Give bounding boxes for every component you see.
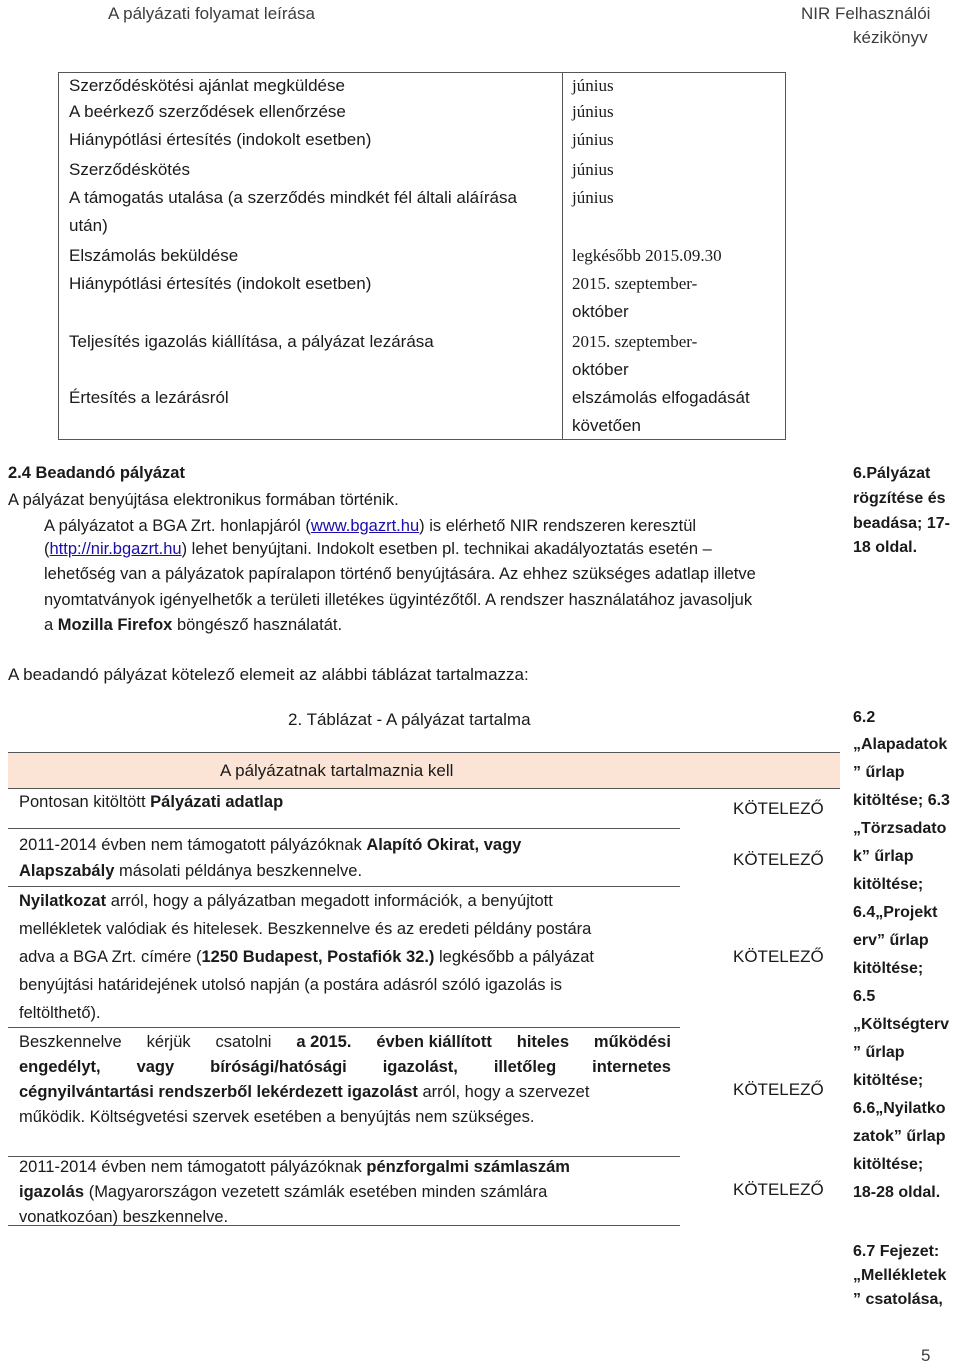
page-number: 5 [921, 1346, 931, 1365]
side-ref: 18-28 oldal. [853, 1184, 941, 1201]
paragraph-line: A pályázatot a BGA Zrt. honlapjáról (www.bgazrt.hu) is elérhető NIR rendszeren keresztül [44, 517, 697, 535]
header-manual-name: NIR Felhasználói [801, 4, 931, 23]
side-note: 18 oldal. [853, 539, 918, 556]
side-note: 6.Pályázat [853, 465, 931, 482]
schedule-date: elszámolás elfogadását [572, 388, 750, 407]
side-ref: kitöltése; [853, 960, 924, 977]
schedule-date-line2: október [572, 360, 629, 379]
schedule-date: június [572, 188, 614, 207]
schedule-date: június [572, 76, 614, 95]
schedule-task: Elszámolás beküldése [69, 246, 239, 265]
side-ref: „Törzsadato [853, 820, 947, 837]
side-ref: ” csatolása, [853, 1291, 943, 1308]
paragraph-line: a Mozilla Firefox böngésző használatát. [44, 616, 343, 634]
schedule-task: A beérkező szerződések ellenőrzése [69, 102, 346, 121]
table-row: Beszkennelve kérjük csatolni a 2015. évben kiállított hiteles működési [19, 1033, 671, 1051]
schedule-date: június [572, 102, 614, 121]
schedule-date: 2015. szeptember- [572, 332, 698, 351]
table-row-line: mellékletek valódiak és hitelesek. Beszkennelve és az eredeti példány postára [19, 920, 592, 938]
paragraph-line: A pályázat benyújtása elektronikus formában történik. [8, 491, 399, 509]
side-ref: 6.6„Nyilatko [853, 1100, 946, 1117]
table-row-line: feltölthető). [19, 1004, 101, 1022]
required-label: KÖTELEZŐ [733, 850, 824, 869]
paragraph-line: lehetőség van a pályázatok papíralapon történő benyújtására. Az ehhez szükséges adatlap illetve [44, 565, 756, 583]
nir-link[interactable]: http://nir.bgazrt.hu [49, 540, 182, 558]
table-row-line: benyújtási határidejének utolsó napján (a postára adásról szóló igazolás is [19, 976, 563, 994]
table-row: Pontosan kitöltött Pályázati adatlap [19, 793, 284, 811]
table-row: Nyilatkozat arról, hogy a pályázatban megadott információk, a benyújtott [19, 892, 553, 910]
side-ref: 6.4„Projekt [853, 904, 938, 921]
section-heading: 2.4 Beadandó pályázat [8, 464, 185, 482]
schedule-task: Hiánypótlási értesítés (indokolt esetben) [69, 274, 372, 293]
side-ref: kitöltése; [853, 1072, 924, 1089]
table-row-line: igazolás (Magyarországon vezetett számlák esetében minden számlára [19, 1183, 548, 1201]
side-ref: „Alapadatok [853, 736, 948, 753]
side-ref: k” űrlap [853, 848, 914, 865]
table-border [8, 752, 840, 753]
side-ref: „Költségterv [853, 1016, 950, 1033]
required-label: KÖTELEZŐ [733, 947, 824, 966]
required-label: KÖTELEZŐ [733, 1080, 824, 1099]
header-manual-name-line2: kézikönyv [853, 28, 928, 47]
schedule-task: Szerződéskötési ajánlat megküldése [69, 76, 345, 95]
side-ref: erv” űrlap [853, 932, 929, 949]
schedule-date: június [572, 130, 614, 149]
side-note: beadása; 17- [853, 515, 950, 532]
schedule-task: Teljesítés igazolás kiállítása, a pályázat lezárása [69, 332, 434, 351]
table-row-line: adva a BGA Zrt. címére (1250 Budapest, Postafiók 32.) legkésőbb a pályázat [19, 948, 595, 966]
side-ref: 6.2 [853, 709, 876, 726]
table-border [8, 828, 680, 829]
side-note: rögzítése és [853, 490, 946, 507]
side-ref: kitöltése; [853, 876, 924, 893]
schedule-date-line2: követően [572, 416, 641, 435]
table-header: A pályázatnak tartalmaznia kell [220, 761, 454, 780]
table-row-line: cégnyilvántartási rendszerből lekérdezett igazolást arról, hogy a szervezet [19, 1083, 590, 1101]
side-ref: 6.7 Fejezet: [853, 1243, 940, 1260]
table-intro: A beadandó pályázat kötelező elemeit az alábbi táblázat tartalmazza: [8, 665, 529, 684]
schedule-date-line2: október [572, 302, 629, 321]
header-title: A pályázati folyamat leírása [108, 4, 315, 23]
side-ref: zatok” űrlap [853, 1128, 946, 1145]
table-caption: 2. Táblázat - A pályázat tartalma [288, 710, 531, 729]
table-row: 2011-2014 évben nem támogatott pályázóknak pénzforgalmi számlaszám [19, 1158, 570, 1176]
side-ref: ” űrlap [853, 764, 905, 781]
table-column-divider [562, 73, 563, 439]
table-row: 2011-2014 évben nem támogatott pályázóknak Alapító Okirat, vagy [19, 836, 522, 854]
side-ref: kitöltése; 6.3 [853, 792, 950, 809]
table-row-line: engedélyt, vagy bírósági/hatósági igazolást, illetőleg internetes [19, 1058, 671, 1076]
table-border [8, 886, 680, 887]
schedule-task: Hiánypótlási értesítés (indokolt esetben) [69, 130, 372, 149]
schedule-task: Szerződéskötés [69, 160, 190, 179]
side-ref: kitöltése; [853, 1156, 924, 1173]
table-row-line: vonatkozóan) beszkennelve. [19, 1208, 229, 1226]
table-border [8, 1027, 680, 1028]
schedule-task-line2: után) [69, 216, 108, 235]
schedule-task: Értesítés a lezárásról [69, 388, 229, 407]
table-row-line: működik. Költségvetési szervek esetében a benyújtás nem szükséges. [19, 1108, 535, 1126]
schedule-date: június [572, 160, 614, 179]
bgazrt-link[interactable]: www.bgazrt.hu [310, 517, 420, 535]
table-row-line: Alapszabály másolati példánya beszkennelve. [19, 862, 363, 880]
side-ref: 6.5 [853, 988, 876, 1005]
schedule-task: A támogatás utalása (a szerződés mindkét fél általi aláírása [69, 188, 517, 207]
schedule-date: 2015. szeptember- [572, 274, 698, 293]
schedule-date: legkésőbb 2015.09.30 [572, 246, 722, 265]
required-label: KÖTELEZŐ [733, 1180, 824, 1199]
side-ref: ” űrlap [853, 1044, 905, 1061]
required-label: KÖTELEZŐ [733, 799, 824, 818]
side-ref: „Mellékletek [853, 1267, 947, 1284]
paragraph-line: (http://nir.bgazrt.hu) lehet benyújtani. Indokolt esetben pl. technikai akadályoztatás esetén ‒ [44, 540, 712, 558]
paragraph-line: nyomtatványok igényelhetők a területi illetékes ügyintézőtől. A rendszer használatához javasoljuk [44, 591, 753, 609]
